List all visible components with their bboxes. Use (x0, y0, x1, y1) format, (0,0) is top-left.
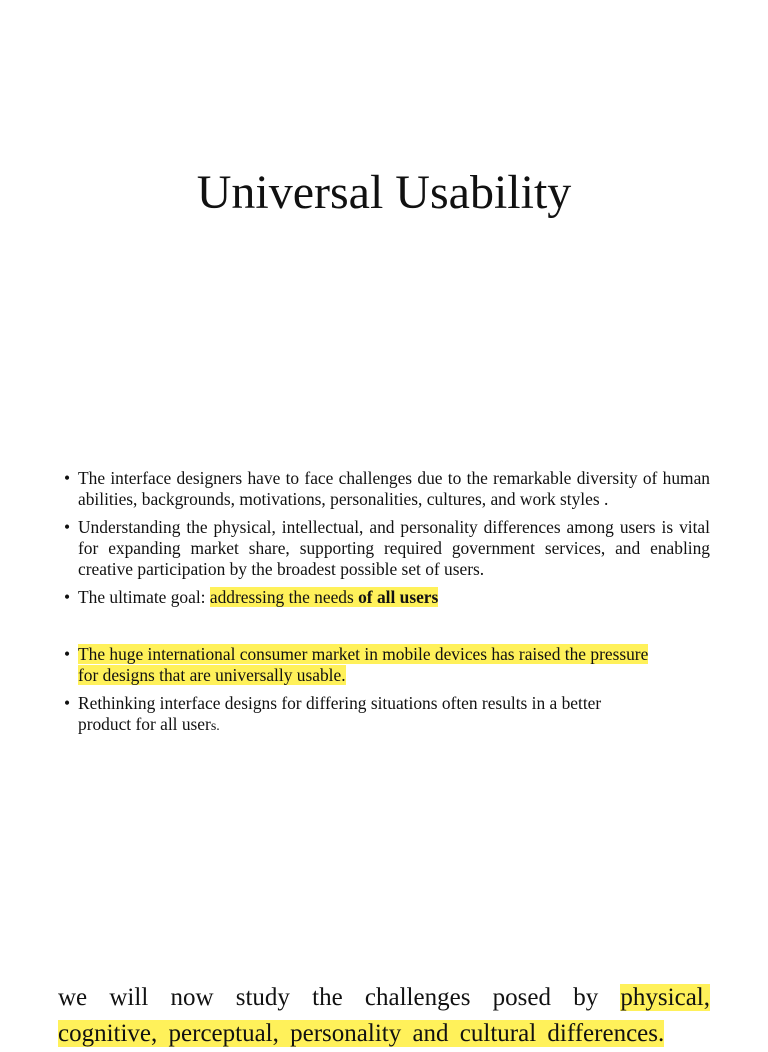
bullet-text-line2-small: s. (210, 719, 220, 734)
goal-highlight (210, 587, 438, 607)
bullet-item-rethinking (64, 693, 710, 737)
bullet-text: The ultimate goal: (78, 587, 210, 607)
mobile-market-highlight-line1: The huge international consumer market in mobile devices has raised the pressure (78, 644, 649, 664)
bottom-highlight: physical, cognitive, perceptual, personality and cultural differences. (58, 984, 710, 1047)
goal-highlight-text: addressing the needs (209, 587, 359, 607)
bottom-text-prefix: we will now study the challenges posed by (58, 984, 621, 1011)
bullet-item-goal (64, 587, 710, 608)
bullet-item-mobile-market (64, 644, 710, 686)
bottom-paragraph (58, 980, 710, 1052)
bullet-text: The interface designers have to face challenges due to the remarkable diversity of human abilities, backgrounds, motivations, personalities, cultures, and work styles . (78, 468, 710, 509)
bullet-text: Understanding the physical, intellectual, and personality differences among users is vital for expanding market share, supporting required government services, and enabling creative participation by the broadest possible set of users. (78, 517, 710, 579)
bullet-text-line1: Rethinking interface designs for differing situations often results in a better (78, 693, 602, 713)
slide-title: Universal Usability (196, 166, 572, 219)
bullet-item-understanding (64, 517, 710, 580)
goal-highlight-bold: of all users (358, 587, 439, 607)
mobile-market-highlight-line2: for designs that are universally usable. (78, 665, 346, 685)
bullet-list (64, 468, 710, 737)
bullet-text-line2: product for all user (78, 714, 211, 734)
bullet-item-diversity (64, 468, 710, 510)
